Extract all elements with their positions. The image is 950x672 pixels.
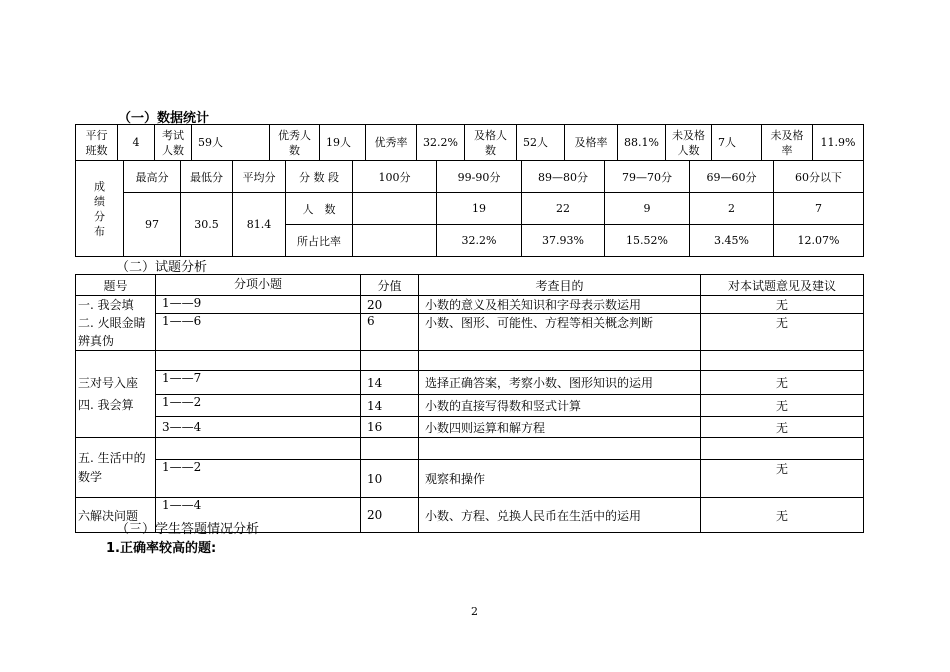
question-cell: 三对号入座 四. 我会算: [76, 351, 156, 438]
band-count: 7: [774, 193, 864, 225]
advice-cell: 无: [701, 296, 864, 314]
band-count: 2: [690, 193, 774, 225]
avg-score-value: 81.4: [233, 193, 286, 257]
score-cell: 10: [361, 460, 419, 498]
header-question: 题号: [76, 275, 156, 296]
class-count-value: 4: [118, 125, 155, 161]
band-ratio: [353, 225, 437, 257]
band-ratio: 12.07%: [774, 225, 864, 257]
purpose-cell: 小数、方程、兑换人民币在生活中的运用: [419, 498, 701, 533]
band-ratio: 3.45%: [690, 225, 774, 257]
band-ratio: 15.52%: [605, 225, 690, 257]
question-cell: 五. 生活中的数学: [76, 438, 156, 498]
sub-item-cell: 1——2: [156, 460, 361, 498]
purpose-cell: 小数的直接写得数和竖式计算: [419, 395, 701, 417]
fail-rate-label: 未及格 率: [762, 125, 813, 161]
purpose-cell: 观察和操作: [419, 460, 701, 498]
excellent-rate-value: 32.2%: [417, 125, 465, 161]
header-advice: 对本试题意见及建议: [701, 275, 864, 296]
question-analysis-table: [75, 274, 864, 533]
pass-count-value: 52人: [517, 125, 565, 161]
exam-count-label: 考试 人数: [155, 125, 192, 161]
score-distribution-table: [75, 160, 864, 257]
purpose-cell: 小数的意义及相关知识和字母表示数运用: [419, 296, 701, 314]
min-score-value: 30.5: [181, 193, 233, 257]
sub-item-cell: 1——6: [156, 314, 361, 351]
header-purpose: 考查目的: [419, 275, 701, 296]
advice-cell: 无: [701, 498, 864, 533]
advice-cell: 无: [701, 417, 864, 438]
excellent-rate-label: 优秀率: [366, 125, 417, 161]
min-score-label: 最低分: [181, 161, 233, 193]
sub-item-cell: 3——4: [156, 417, 361, 438]
band-ratio: 32.2%: [437, 225, 522, 257]
advice-cell: 无: [701, 371, 864, 395]
score-cell: 14: [361, 371, 419, 395]
score-cell: 14: [361, 395, 419, 417]
band-ratio: 37.93%: [522, 225, 605, 257]
band-header: 99-90分: [437, 161, 522, 193]
band-count: 22: [522, 193, 605, 225]
count-label: 人 数: [286, 193, 353, 225]
band-label: 分 数 段: [286, 161, 353, 193]
band-count: 19: [437, 193, 522, 225]
section-3-heading: （三）学生答题情况分析: [116, 522, 260, 537]
band-count: 9: [605, 193, 690, 225]
class-count-label: 平行 班数: [76, 125, 118, 161]
page-number: 2: [471, 605, 478, 618]
sub-item-cell: 1——9: [156, 296, 361, 314]
pass-rate-label: 及格率: [565, 125, 618, 161]
sub-item-cell: 1——7: [156, 371, 361, 395]
score-cell: 20: [361, 296, 419, 314]
ratio-label: 所占比率: [286, 225, 353, 257]
max-score-value: 97: [124, 193, 181, 257]
purpose-cell: 小数四则运算和解方程: [419, 417, 701, 438]
sub-item-cell: 1——4: [156, 498, 361, 533]
header-sub-items: 分项小题: [156, 275, 361, 296]
purpose-cell: 选择正确答案，考察小数、图形知识的运用: [419, 371, 701, 395]
max-score-label: 最高分: [124, 161, 181, 193]
distribution-label: 成 绩 分 布: [76, 161, 124, 257]
advice-cell: 无: [701, 314, 864, 351]
fail-count-value: 7人: [712, 125, 762, 161]
question-cell: 六解决问题: [76, 498, 156, 533]
header-score: 分值: [361, 275, 419, 296]
band-header: 89—80分: [522, 161, 605, 193]
exam-count-value: 59人: [192, 125, 270, 161]
section-2-heading: （二）试题分析: [116, 260, 208, 275]
advice-cell: 无: [701, 460, 864, 498]
subsection-heading: 1.正确率较高的题:: [106, 541, 217, 556]
sub-item-cell: 1——2: [156, 395, 361, 417]
pass-count-label: 及格人 数: [465, 125, 517, 161]
purpose-cell: 小数、图形、可能性、方程等相关概念判断: [419, 314, 701, 351]
band-header: 79—70分: [605, 161, 690, 193]
stats-summary-table: [75, 124, 864, 161]
band-header: 100分: [353, 161, 437, 193]
band-header: 69—60分: [690, 161, 774, 193]
excellent-count-value: 19人: [320, 125, 366, 161]
score-cell: 16: [361, 417, 419, 438]
question-cell: 一. 我会填 二. 火眼金睛辨真伪: [76, 296, 156, 351]
score-cell: 6: [361, 314, 419, 351]
band-count: [353, 193, 437, 225]
advice-cell: 无: [701, 395, 864, 417]
fail-rate-value: 11.9%: [813, 125, 864, 161]
pass-rate-value: 88.1%: [618, 125, 666, 161]
fail-count-label: 未及格 人数: [666, 125, 712, 161]
score-cell: 20: [361, 498, 419, 533]
section-1-heading: （一）数据统计: [118, 111, 210, 126]
band-header: 60分以下: [774, 161, 864, 193]
avg-score-label: 平均分: [233, 161, 286, 193]
excellent-count-label: 优秀人 数: [270, 125, 320, 161]
